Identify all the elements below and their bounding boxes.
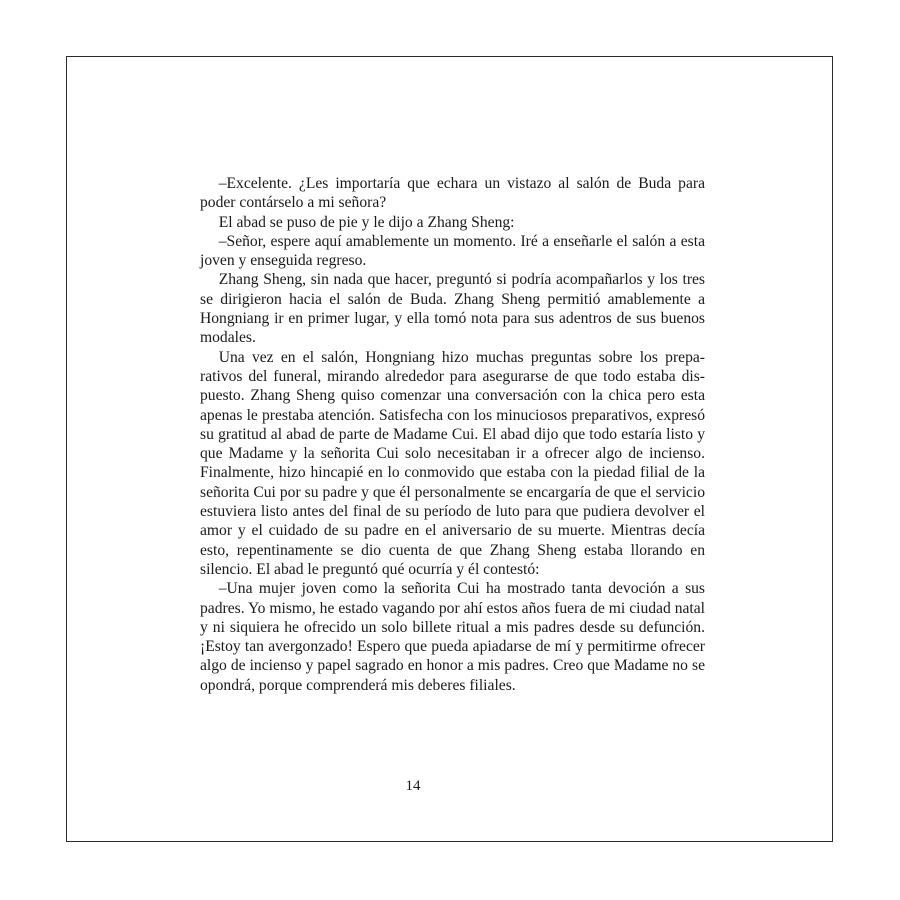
body-text: [200, 174, 705, 695]
page-number: 14: [405, 778, 421, 794]
paragraph: –Excelente. ¿Les importaría que echara un vistazo al salón de Buda para poder contárselo a mi señora?: [200, 175, 705, 212]
paragraph: –Señor, espere aquí amablemente un momento. Iré a enseñarle el salón a esta joven y enseguida regreso.: [200, 232, 705, 270]
paragraph: –Una mujer joven como la señorita Cui ha mostrado tanta devoción a sus padres. Yo mismo, he estado vagando por ahí estos años fuera de mi ciudad natal y ni siquiera he ofrecido un solo billete ritual a mis padres desde su defunción. ¡Estoy tan avergonzado! Espero que pueda apiadarse de mí y permitirme ofrecer algo de incienso y papel sagrado en honor a mis padres. Creo que Madame no se opondrá, porque comprenderá mis deberes filiales.: [200, 580, 705, 694]
paragraph: Una vez en el salón, Hongniang hizo muchas preguntas sobre los preparativos del funeral, mirando alrededor para asegurarse de que todo estaba dispuesto. Zhang Sheng quiso comenzar una conversación con la chica pero esta apenas le prestaba atención. Satisfecha con los minuciosos preparativos, expresó su gratitud al abad de parte de Madame Cui. El abad dijo que todo estaría listo y que Madame y la señorita Cui solo necesitaban ir a ofrecer algo de incienso. Finalmente, hizo hincapié en lo conmovido que estaba con la piedad filial de la señorita Cui por su padre y que él personalmente se encargaría de que el servicio estuviera listo antes del final de su período de luto para que pudiera devolver el amor y el cuidado de su padre en el aniversario de su muerte. Mientras decía esto, repentinamente se dio cuenta de que Zhang Sheng estaba llorando en silencio. El abad le preguntó qué ocurría y él contestó:: [200, 348, 705, 578]
paragraph: Zhang Sheng, sin nada que hacer, preguntó si podría acompañarlos y los tres se dirigieron hacia el salón de Buda. Zhang Sheng permitió amablemente a Hongniang ir en primer lugar, y ella tomó nota para sus adentros de sus buenos modales.: [200, 271, 705, 347]
paragraph: El abad se puso de pie y le dijo a Zhang Sheng:: [218, 213, 515, 231]
